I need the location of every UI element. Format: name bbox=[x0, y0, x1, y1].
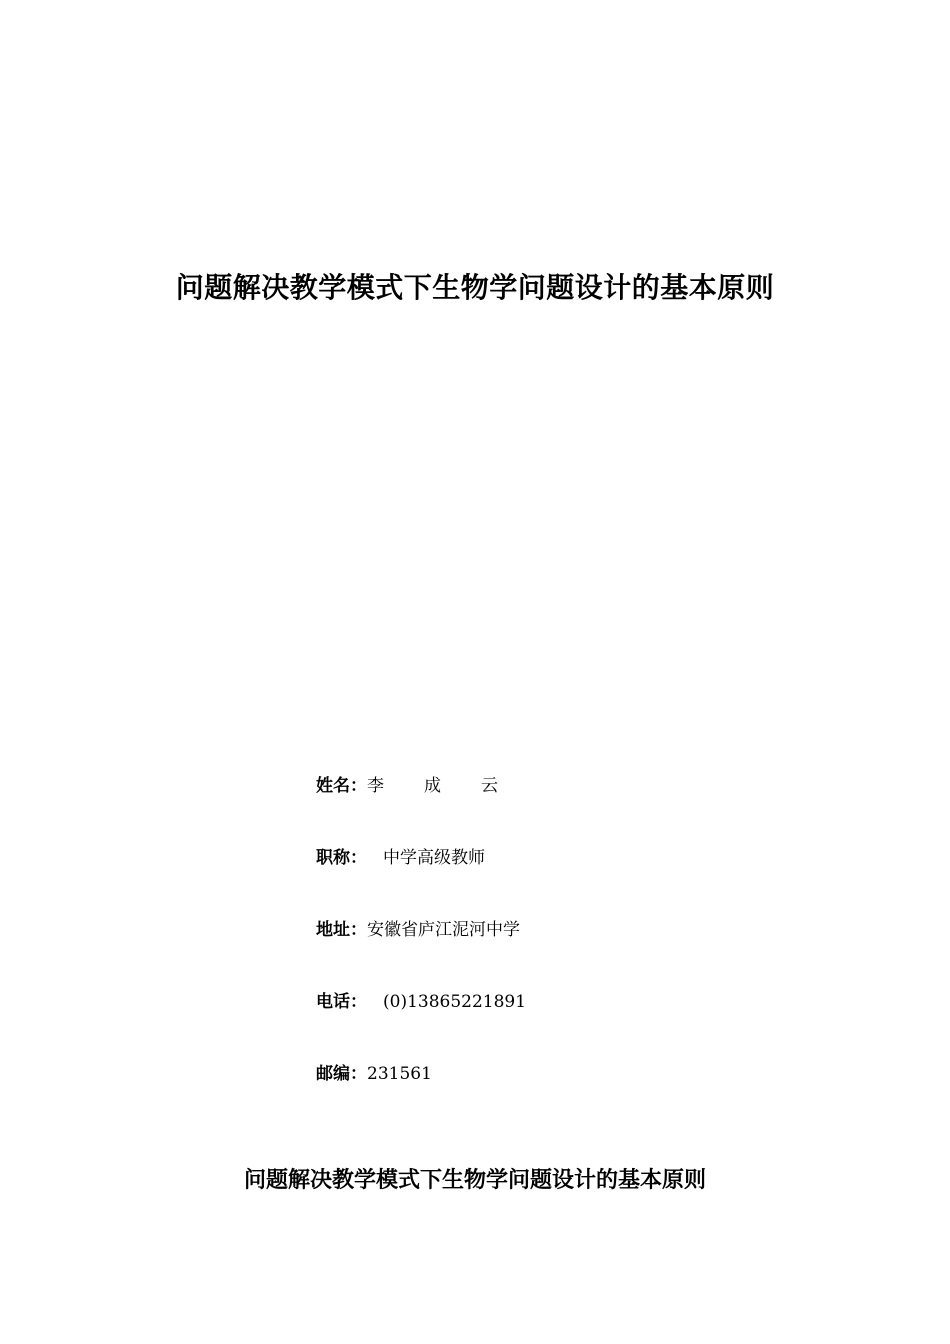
document-title: 问题解决教学模式下生物学问题设计的基本原则 bbox=[175, 271, 775, 304]
name-char-2: 成 bbox=[424, 776, 441, 796]
author-postcode-row bbox=[316, 1058, 432, 1090]
address-value: 安徽省庐江泥河中学 bbox=[367, 920, 520, 940]
postcode-label: 邮编： bbox=[316, 1064, 367, 1084]
author-phone-row bbox=[316, 986, 526, 1018]
name-char-3: 云 bbox=[481, 776, 498, 796]
author-address-row bbox=[316, 914, 520, 946]
section-title: 问题解决教学模式下生物学问题设计的基本原则 bbox=[243, 1167, 706, 1193]
author-name-row bbox=[316, 770, 498, 802]
phone-label: 电话： bbox=[316, 992, 367, 1012]
title-label: 职称： bbox=[316, 848, 367, 868]
address-label: 地址： bbox=[316, 920, 367, 940]
name-char-1: 李 bbox=[367, 776, 384, 796]
title-value: 中学高级教师 bbox=[383, 848, 485, 868]
postcode-value: 231561 bbox=[367, 1064, 432, 1084]
author-title-row bbox=[316, 842, 485, 874]
phone-value: (0)13865221891 bbox=[383, 992, 527, 1012]
name-label: 姓名： bbox=[316, 776, 367, 796]
